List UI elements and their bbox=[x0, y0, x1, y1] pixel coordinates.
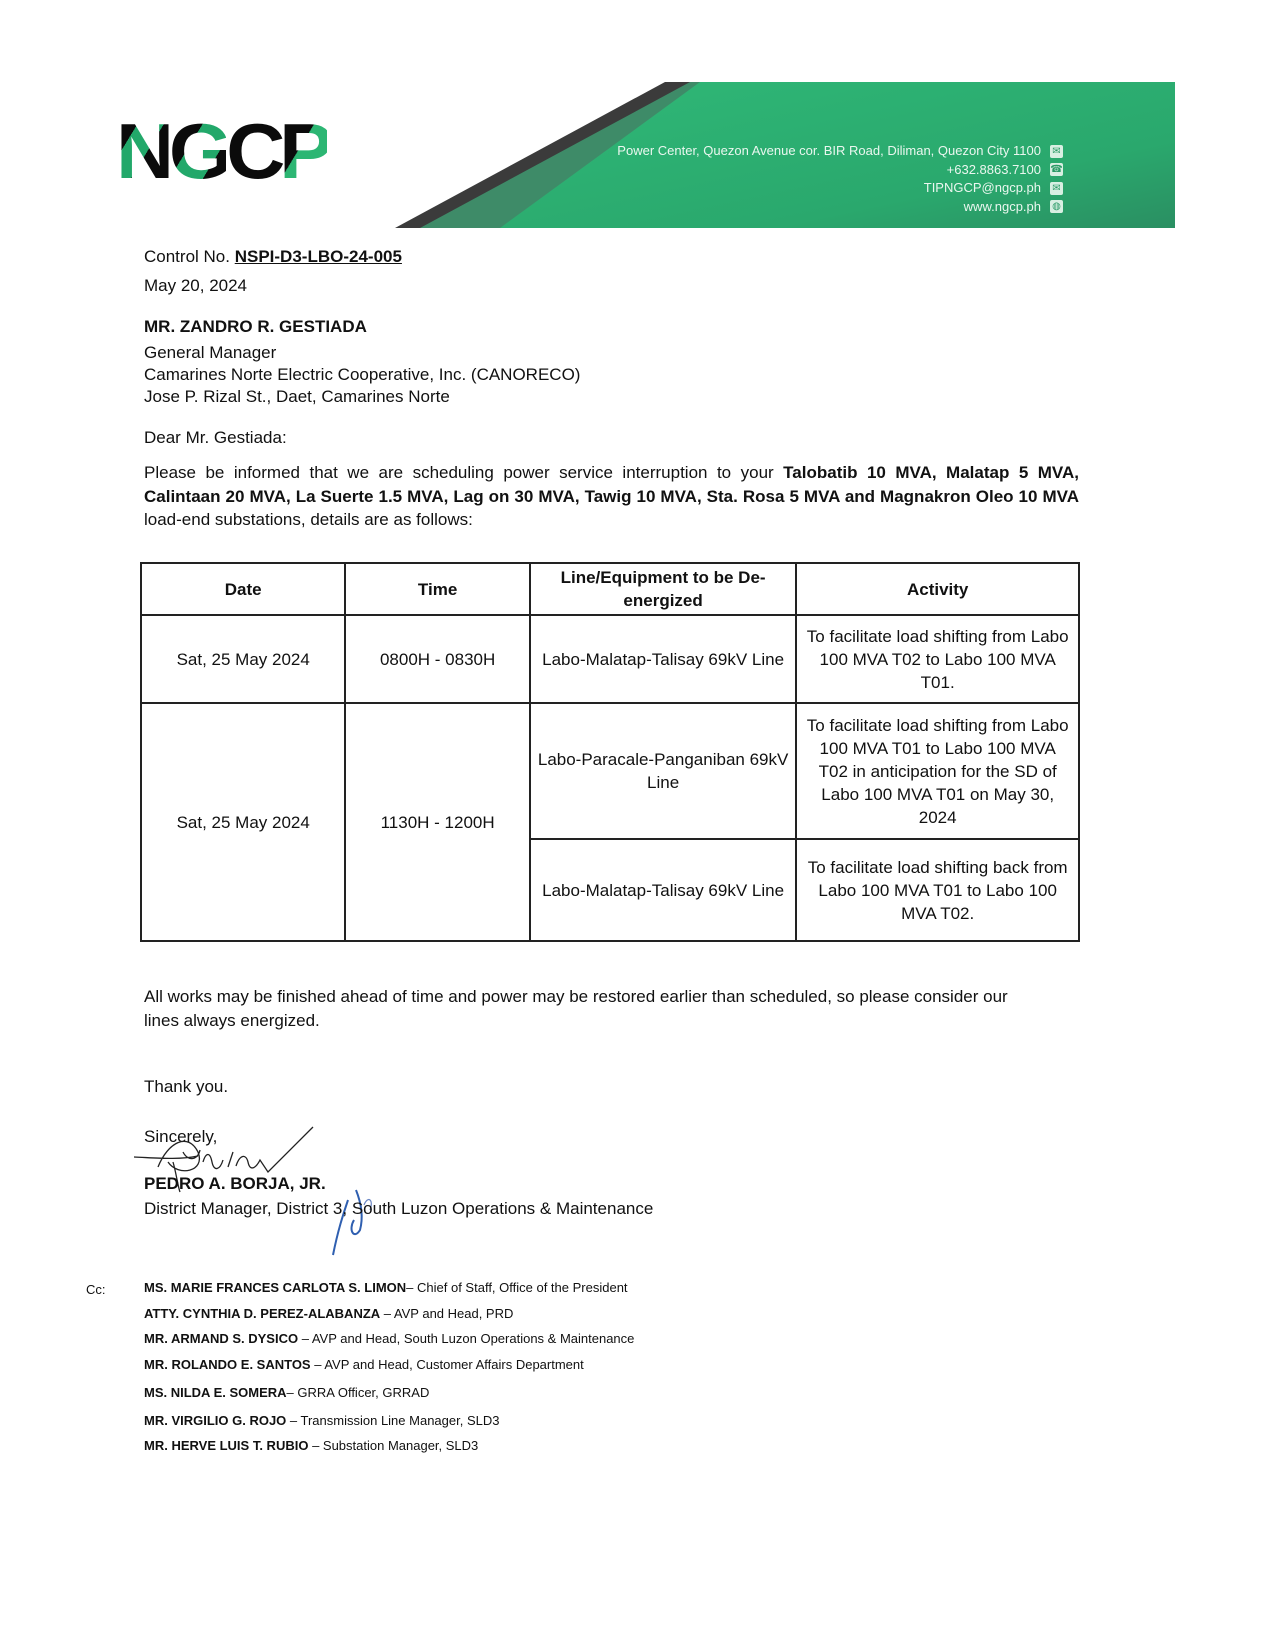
cc-name: MR. HERVE LUIS T. RUBIO bbox=[144, 1438, 309, 1453]
mail-icon: ✉ bbox=[1050, 145, 1063, 158]
cc-role: – Transmission Line Manager, SLD3 bbox=[286, 1413, 500, 1428]
email-link[interactable]: TIPNGCP@ngcp.ph bbox=[923, 180, 1041, 195]
cell-activity: To facilitate load shifting from Labo 100 MVA T01 to Labo 100 MVA T02 in anticipation for the SD of Labo 100 MVA T01 on May 30, 2024 bbox=[796, 703, 1079, 839]
cc-role: – AVP and Head, Customer Affairs Department bbox=[310, 1357, 584, 1372]
cc-role: – Substation Manager, SLD3 bbox=[308, 1438, 479, 1453]
contact-block bbox=[617, 142, 1063, 216]
valediction: Sincerely, bbox=[144, 1127, 218, 1146]
letterhead-banner bbox=[0, 0, 1275, 240]
cc-name: MS. NILDA E. SOMERA bbox=[144, 1385, 287, 1400]
intro-substations: Talobatib 10 MVA, Malatap 5 MVA, Calintaan 20 MVA, La Suerte 1.5 MVA, Lag on 30 MVA, Tawig 10 MVA, Sta. Rosa 5 MVA and Magnakron Oleo 10 MVA bbox=[144, 463, 1079, 506]
header-date: Date bbox=[141, 563, 345, 615]
control-number-line bbox=[144, 245, 402, 268]
cell-date: Sat, 25 May 2024 bbox=[141, 703, 345, 941]
website-link[interactable]: www.ngcp.ph bbox=[963, 198, 1041, 214]
cc-name: MR. VIRGILIO G. ROJO bbox=[144, 1413, 287, 1428]
cell-time: 0800H - 0830H bbox=[345, 615, 529, 703]
letter-date: May 20, 2024 bbox=[144, 276, 248, 295]
recipient-name: MR. ZANDRO R. GESTIADA bbox=[144, 317, 367, 336]
envelope-icon: ✉ bbox=[1050, 182, 1063, 195]
cell-activity: To facilitate load shifting back from Labo 100 MVA T01 to Labo 100 MVA T02. bbox=[796, 839, 1079, 941]
cc-name: MR. ARMAND S. DYSICO bbox=[144, 1331, 299, 1346]
recipient-org: Camarines Norte Electric Cooperative, Inc. (CANORECO) bbox=[144, 365, 581, 384]
table-row bbox=[141, 703, 1079, 839]
cell-line: Labo-Malatap-Talisay 69kV Line bbox=[530, 615, 797, 703]
address-text: Power Center, Quezon Avenue cor. BIR Road, Diliman, Quezon City 1100 bbox=[617, 143, 1041, 158]
table-row bbox=[141, 615, 1079, 703]
cc-role: – GRRA Officer, GRRAD bbox=[286, 1385, 430, 1400]
cc-name: ATTY. CYNTHIA D. PEREZ-ALABANZA bbox=[144, 1306, 381, 1321]
cc-item bbox=[144, 1331, 634, 1346]
signatory-name: PEDRO A. BORJA, JR. bbox=[144, 1174, 326, 1193]
header-line-equipment: Line/Equipment to be De-energized bbox=[530, 563, 797, 615]
recipient-title: General Manager bbox=[144, 343, 277, 362]
intro-suffix: load-end substations, details are as follows: bbox=[144, 510, 473, 529]
cc-item bbox=[144, 1385, 429, 1400]
cell-time: 1130H - 1200H bbox=[345, 703, 529, 941]
cc-role: – AVP and Head, South Luzon Operations & Maintenance bbox=[298, 1331, 635, 1346]
thank-you: Thank you. bbox=[144, 1077, 229, 1096]
cc-name: MS. MARIE FRANCES CARLOTA S. LIMON bbox=[144, 1280, 407, 1295]
table-header-row bbox=[141, 563, 1079, 615]
intro-prefix: Please be informed that we are scheduling power service interruption to your bbox=[144, 463, 784, 482]
cc-item bbox=[144, 1413, 499, 1428]
ngcp-logo: NGCP bbox=[116, 107, 328, 195]
cc-role: – AVP and Head, PRD bbox=[380, 1306, 514, 1321]
schedule-table bbox=[140, 562, 1080, 942]
cell-activity: To facilitate load shifting from Labo 100 MVA T02 to Labo 100 MVA T01. bbox=[796, 615, 1079, 703]
cell-date: Sat, 25 May 2024 bbox=[141, 615, 345, 703]
cc-item bbox=[144, 1357, 584, 1372]
header-activity: Activity bbox=[796, 563, 1079, 615]
cc-item bbox=[144, 1280, 628, 1295]
globe-icon: ◍ bbox=[1050, 200, 1063, 213]
control-label: Control No. bbox=[144, 247, 230, 266]
header-time: Time bbox=[345, 563, 529, 615]
cell-line: Labo-Malatap-Talisay 69kV Line bbox=[530, 839, 797, 941]
closing-paragraph: All works may be finished ahead of time and power may be restored earlier than scheduled, so please consider our lines always energized. bbox=[144, 987, 1008, 1030]
signatory-title: District Manager, District 3, South Luzon Operations & Maintenance bbox=[144, 1199, 654, 1218]
cc-label: Cc: bbox=[86, 1282, 106, 1297]
control-number: NSPI-D3-LBO-24-005 bbox=[234, 247, 402, 266]
cc-item bbox=[144, 1438, 478, 1453]
cc-name: MR. ROLANDO E. SANTOS bbox=[144, 1357, 311, 1372]
cc-role: – Chief of Staff, Office of the President bbox=[406, 1280, 628, 1295]
intro-paragraph bbox=[144, 461, 1079, 532]
cell-line: Labo-Paracale-Panganiban 69kV Line bbox=[530, 703, 797, 839]
salutation: Dear Mr. Gestiada: bbox=[144, 428, 287, 447]
recipient-address: Jose P. Rizal St., Daet, Camarines Norte bbox=[144, 387, 450, 406]
phone-text: +632.8863.7100 bbox=[946, 161, 1041, 177]
cc-item bbox=[144, 1306, 513, 1321]
phone-icon: ☎ bbox=[1050, 164, 1063, 176]
